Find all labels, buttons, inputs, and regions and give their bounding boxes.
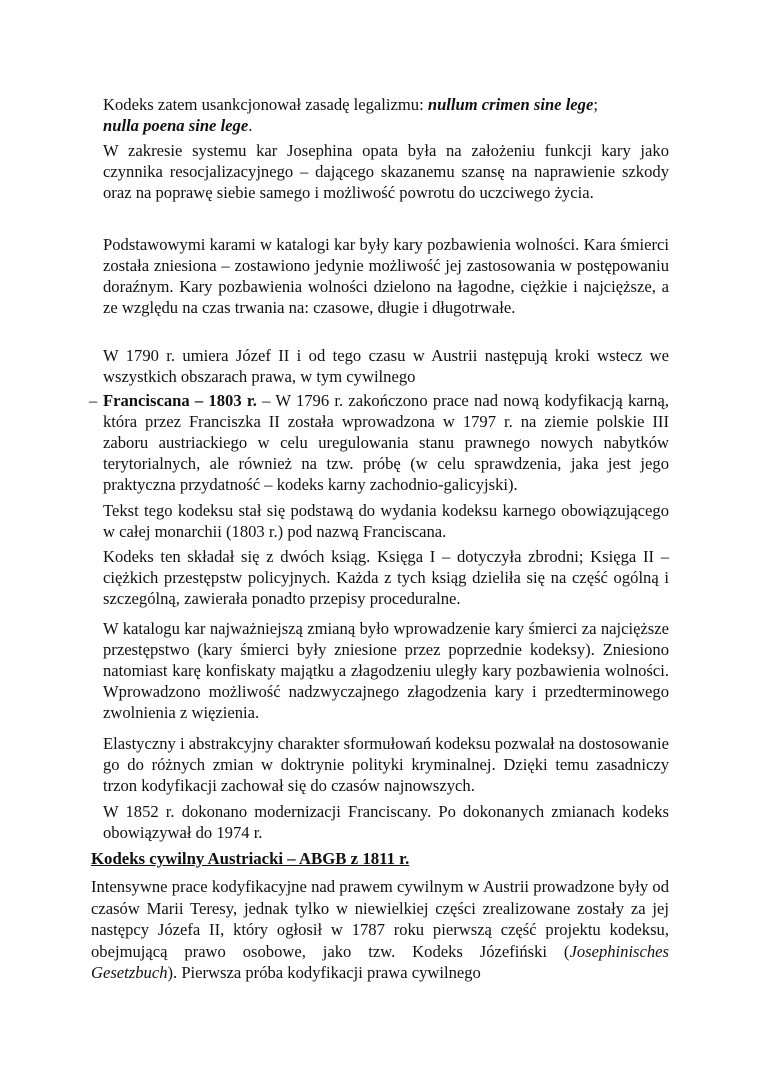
paragraph-civil-codification: Intensywne prace kodyfikacyjne nad prawem cywilnym w Austrii prowadzone były od czasów Marii Teresy, jednak tylko w niewielkiej części zrealizowane zostały za jej następcy Józefa II, który ogłosił w 1787 roku pierwszą część projektu kodeksu, obejmującą prawo osobowe, jako tzw. Kodeks Józefiński (Josephinisches Gesetzbuch). Pierwsza próba kodyfikacji prawa cywilnego xyxy=(91,877,669,982)
latin-maxim-crimen: nullum crimen sine lege xyxy=(427,95,594,114)
paragraph-legalism: Kodeks zatem usankcjonował zasadę legalizmu: nullum crimen sine lege; nulla poena sine lege. xyxy=(103,95,598,135)
list-dash: – xyxy=(89,391,98,410)
section-heading-abgb: Kodeks cywilny Austriacki – ABGB z 1811 r. xyxy=(91,849,410,868)
paragraph-flexible-character: Elastyczny i abstrakcyjny charakter sformułowań kodeksu pozwalał na dostosowanie go do różnych zmian w doktrynie polityki kryminalnej. Dzięki temu zasadniczy trzon kodyfikacji zachował się do czasów najnowszych. xyxy=(103,734,669,795)
franciscana-title: Franciscana – 1803 r. xyxy=(103,391,257,410)
paragraph-code-basis: Tekst tego kodeksu stał się podstawą do wydania kodeksu karnego obowiązującego w całej monarchii (1803 r.) pod nazwą Franciscana. xyxy=(103,501,669,541)
paragraph-basic-punishments: Podstawowymi karami w katalogi kar były kary pozbawienia wolności. Kara śmierci została zniesiona – zostawiono jedynie możliwość jej zastosowania w postępowaniu doraźnym. Kary pozbawienia wolności dzielono na łagodne, ciężkie i najcięższe, a ze względu na czas trwania na: czasowe, długie i długotrwałe. xyxy=(103,235,669,317)
paragraph-1790: W 1790 r. umiera Józef II i od tego czasu w Austrii następują kroki wstecz we wszystkich obszarach prawa, w tym cywilnego xyxy=(103,346,669,386)
paragraph-franciscana: Franciscana – 1803 r. – W 1796 r. zakończono prace nad nową kodyfikacją karną, która przez Franciszka II została wprowadzona w 1797 r. na ziemie polskie III zaboru austriackiego w celu uregulowania stanu prawnego nowych nabytków terytorialnych, ale również na tzw. próbę (w celu sprawdzenia, jaka jest jego praktyczna przydatność – kodeks karny zachodnio-galicyjski). xyxy=(103,391,669,494)
paragraph-josephina-punishment: W zakresie systemu kar Josephina opata była na założeniu funkcji kary jako czynnika resocjalizacyjnego – dającego skazanemu szansę na naprawienie szkody oraz na poprawę siebie samego i możliwość powrotu do uczciwego życia. xyxy=(103,141,669,202)
paragraph-1852: W 1852 r. dokonano modernizacji Franciscany. Po dokonanych zmianach kodeks obowiązywał do 1974 r. xyxy=(103,802,669,842)
paragraph-two-books: Kodeks ten składał się z dwóch ksiąg. Księga I – dotyczyła zbrodni; Księga II – ciężkich przestępstw policyjnych. Każda z tych ksiąg dzieliła się na część ogólną i szczególną, zawierała ponadto przepisy proceduralne. xyxy=(103,547,669,608)
paragraph-catalogue-changes: W katalogu kar najważniejszą zmianą było wprowadzenie kary śmierci za najcięższe przestępstwo (kary śmierci były zniesione przez poprzednie kodeksy). Zniesiono natomiast karę konfiskaty majątku a złagodzeniu uległy kary pozbawienia wolności. Wprowadzono możliwość nadzwyczajnego złagodzenia kary i przedterminowego zwolnienia z więzienia. xyxy=(103,619,669,722)
josephinisches-title: Josephinisches Gesetzbuch xyxy=(91,941,669,982)
latin-maxim-poena: nulla poena sine lege xyxy=(103,116,249,135)
